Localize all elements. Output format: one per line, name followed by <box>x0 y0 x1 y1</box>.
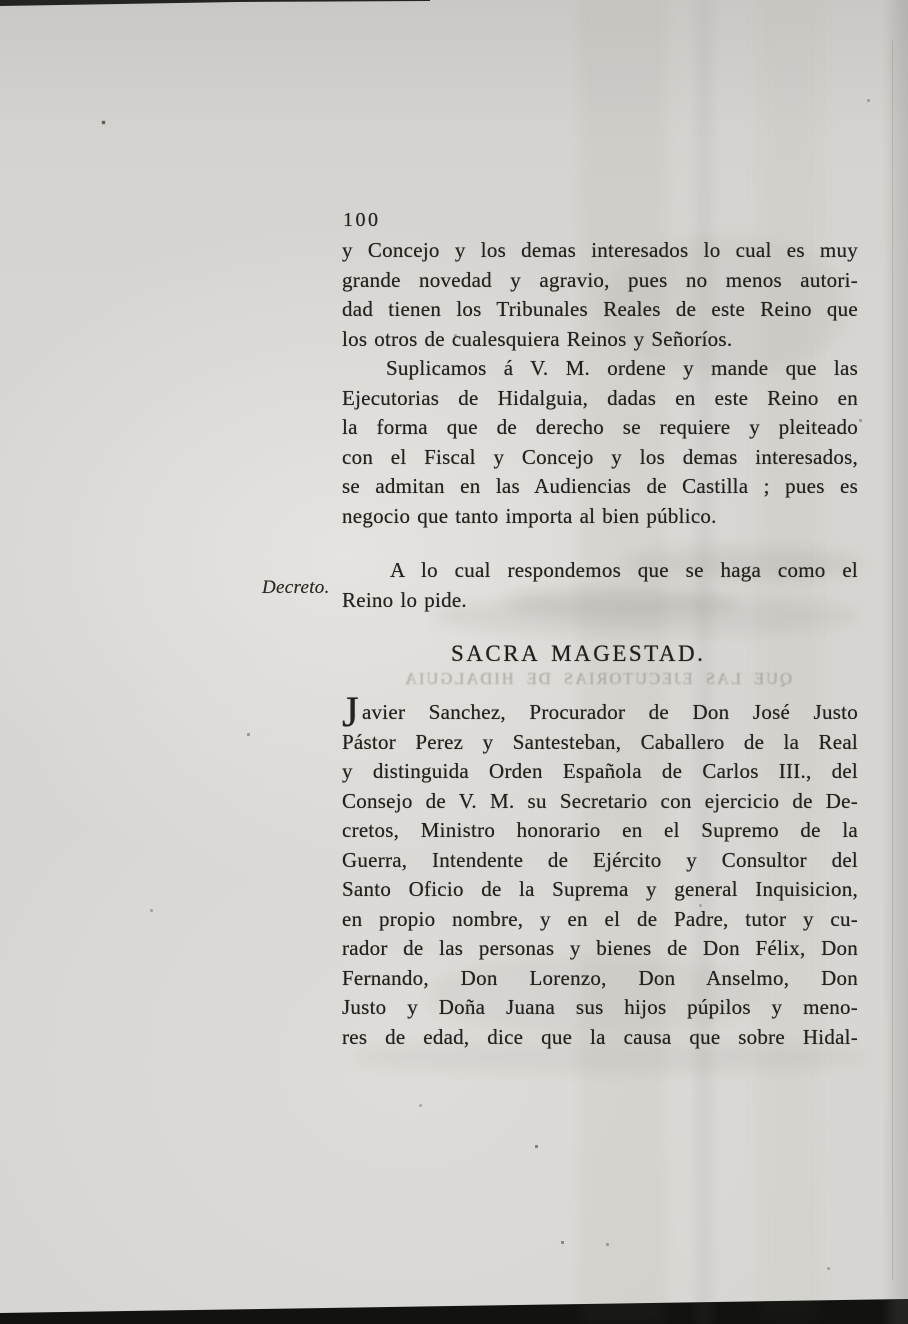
text-line: rador de las personas y bienes de Don Félix, Don <box>342 936 858 960</box>
section-heading: SACRA MAGESTAD. <box>451 641 706 666</box>
text-line: Justo y Doña Juana sus hijos púpilos y meno- <box>342 995 858 1019</box>
text-line: Ejecutorias de Hidalguia, dadas en este Reino en <box>342 385 858 410</box>
text-line: Reino lo pide. <box>342 587 467 612</box>
text-line: cretos, Ministro honorario en el Supremo de la <box>342 818 858 842</box>
margin-note-decreto: Decreto. <box>262 577 330 598</box>
text-line-with-initial: Javier Sanchez, Procurador de Don José Justo <box>342 689 858 736</box>
right-page-edge-line <box>892 40 893 1280</box>
text-line: dad tienen los Tribunales Reales de este Reino que <box>342 297 858 321</box>
text-line: negocio que tanto importa al bien público. <box>342 503 717 528</box>
text-line: Consejo de V. M. su Secretario con ejercicio de De- <box>342 788 858 813</box>
text-line: Fernando, Don Lorenzo, Don Anselmo, Don <box>342 965 858 990</box>
decree-paragraph <box>342 556 858 615</box>
petition-paragraph <box>342 689 858 1052</box>
bottom-scan-edge-shadow <box>0 1292 908 1324</box>
text-line: grande novedad y agravio, pues no menos autori- <box>342 267 858 292</box>
text-line: avier Sanchez, Procurador de Don José Justo <box>361 700 858 724</box>
text-line: Santo Oficio de la Suprema y general Inquisicion, <box>342 877 858 901</box>
text-line: con el Fiscal y Concejo y los demas interesados, <box>342 444 858 469</box>
text-line: A lo cual respondemos que se haga como el <box>390 558 858 582</box>
show-through-text: QUE LAS EJECUTORIAS DE HIDALGUIA <box>403 669 792 688</box>
text-line: se admitan en las Audiencias de Castilla ; pues es <box>342 474 858 498</box>
text-line: en propio nombre, y en el de Padre, tutor y cu- <box>342 906 858 931</box>
text-line: y Concejo y los demas interesados lo cual es muy <box>342 238 858 262</box>
text-line: la forma que de derecho se requiere y pleiteado <box>342 415 858 439</box>
right-page-edge-shadow <box>882 0 908 1324</box>
text-line: Guerra, Intendente de Ejército y Consultor del <box>342 847 858 872</box>
body-paragraph-2 <box>342 354 858 531</box>
paper-speckles <box>0 0 1 1</box>
text-line: los otros de cualesquiera Reinos y Señoríos. <box>342 326 733 351</box>
body-paragraph-1 <box>342 236 858 354</box>
scan-shading-band <box>760 0 820 1324</box>
text-line: res de edad, dice que la causa que sobre Hidal- <box>342 1024 858 1049</box>
text-line: Suplicamos á V. M. ordene y mande que las <box>386 356 858 380</box>
text-line: y distinguida Orden Española de Carlos III., del <box>342 759 858 783</box>
text-line: Pástor Perez y Santesteban, Caballero de la Real <box>342 729 858 754</box>
page-number: 100 <box>343 209 381 231</box>
top-scan-edge-shadow <box>0 0 430 7</box>
